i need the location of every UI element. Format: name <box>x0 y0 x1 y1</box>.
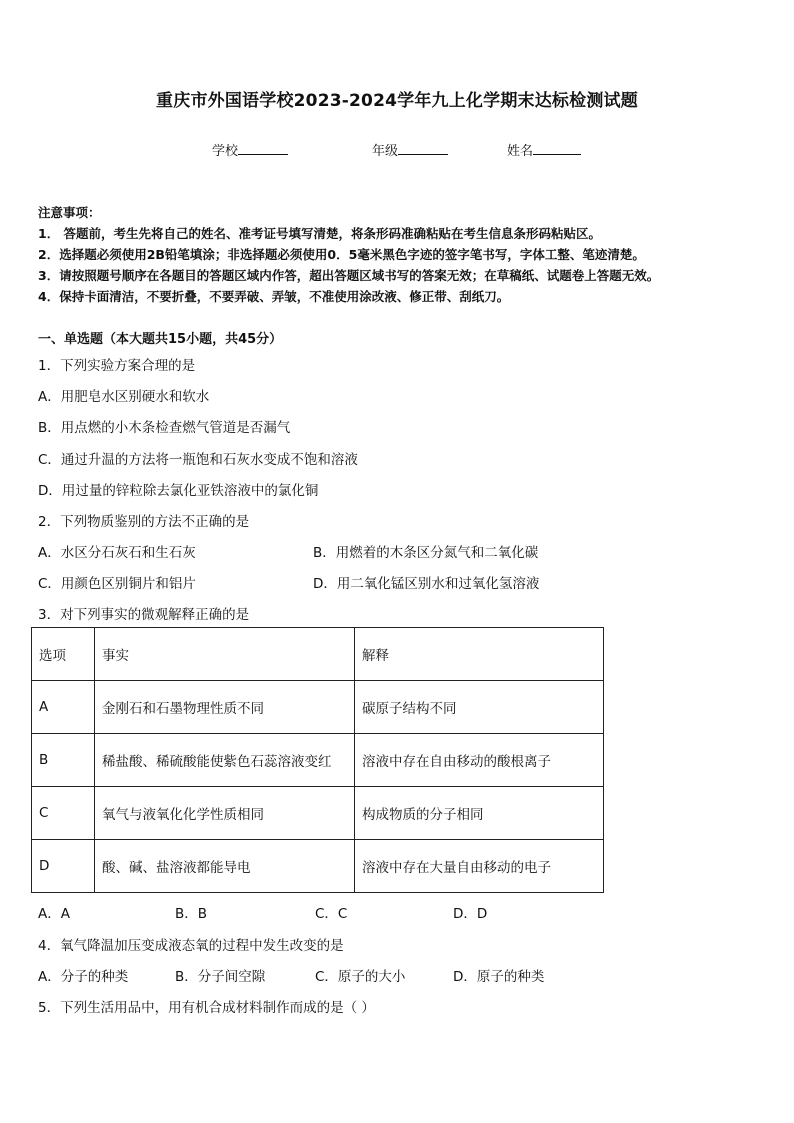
table-cell: D <box>32 840 95 893</box>
note-item: 1． 答题前，考生先将自己的姓名、准考证号填写清楚，将条形码准确粘贴在考生信息条形码粘贴区。 <box>38 226 602 241</box>
q4-stem: 4．氧气降温加压变成液态氧的过程中发生改变的是 <box>38 938 344 954</box>
q1-stem: 1．下列实验方案合理的是 <box>38 358 196 374</box>
grade-blank <box>398 140 448 155</box>
q2-option-a: A．水区分石灰石和生石灰 <box>38 545 196 561</box>
notes-heading: 注意事项： <box>38 205 101 220</box>
q1-option-d: D．用过量的锌粒除去氯化亚铁溶液中的氯化铜 <box>38 483 319 499</box>
table-row <box>32 681 604 734</box>
table-cell: 稀盐酸、稀硫酸能使紫色石蕊溶液变红 <box>95 734 355 787</box>
table-row <box>32 787 604 840</box>
table-cell: 酸、碱、盐溶液都能导电 <box>95 840 355 893</box>
q3-table <box>31 627 604 893</box>
school-label: 学校 <box>212 144 239 159</box>
table-cell: A <box>32 681 95 734</box>
table-cell: 碳原子结构不同 <box>355 681 604 734</box>
header-cell: 事实 <box>95 628 355 681</box>
q1-option-c: C．通过升温的方法将一瓶饱和石灰水变成不饱和溶液 <box>38 452 358 468</box>
table-cell: C <box>32 787 95 840</box>
q1-option-b: B．用点燃的小木条检查燃气管道是否漏气 <box>38 420 291 436</box>
name-blank <box>533 140 581 155</box>
table-row <box>32 840 604 893</box>
q3-option-c: C．C <box>315 906 348 922</box>
q2-option-d: D．用二氧化锰区别水和过氧化氢溶液 <box>313 576 540 592</box>
note-item: 4．保持卡面清洁，不要折叠，不要弄破、弄皱，不准使用涂改液、修正带、刮纸刀。 <box>38 289 510 304</box>
exam-title: 重庆市外国语学校2023-2024学年九上化学期末达标检测试题 <box>156 91 638 111</box>
q2-stem: 2．下列物质鉴别的方法不正确的是 <box>38 514 250 530</box>
q4-option-d: D．原子的种类 <box>453 969 545 985</box>
table-header-row <box>32 628 604 681</box>
table-row <box>32 734 604 787</box>
q2-option-b: B．用燃着的木条区分氮气和二氧化碳 <box>313 545 539 561</box>
name-label: 姓名 <box>507 144 534 159</box>
table-cell: B <box>32 734 95 787</box>
q3-option-b: B．B <box>175 906 208 922</box>
note-item: 2．选择题必须使用2B铅笔填涂；非选择题必须使用0．5毫米黑色字迹的签字笔书写，字体工整、笔迹清楚。 <box>38 247 645 262</box>
q3-stem: 3．对下列事实的微观解释正确的是 <box>38 607 250 623</box>
table-cell: 溶液中存在自由移动的酸根离子 <box>355 734 604 787</box>
grade-label: 年级 <box>372 144 399 159</box>
grade-field <box>372 140 448 159</box>
q5-stem: 5．下列生活用品中，用有机合成材料制作而成的是（ ） <box>38 1000 375 1016</box>
table-cell: 构成物质的分子相同 <box>355 787 604 840</box>
school-field <box>212 140 288 159</box>
table-cell: 氧气与液氧化化学性质相同 <box>95 787 355 840</box>
q3-option-d: D．D <box>453 906 488 922</box>
note-item: 3．请按照题号顺序在各题目的答题区域内作答，超出答题区域书写的答案无效；在草稿纸、试题卷上答题无效。 <box>38 268 660 283</box>
table-cell: 金刚石和石墨物理性质不同 <box>95 681 355 734</box>
header-cell: 选项 <box>32 628 95 681</box>
q4-option-b: B．分子间空隙 <box>175 969 266 985</box>
school-blank <box>238 140 288 155</box>
table-cell: 溶液中存在大量自由移动的电子 <box>355 840 604 893</box>
name-field <box>507 140 581 159</box>
q1-option-a: A．用肥皂水区别硬水和软水 <box>38 389 210 405</box>
q3-option-a: A．A <box>38 906 70 922</box>
q2-option-c: C．用颜色区别铜片和铝片 <box>38 576 196 592</box>
header-cell: 解释 <box>355 628 604 681</box>
q4-option-c: C．原子的大小 <box>315 969 406 985</box>
q4-option-a: A．分子的种类 <box>38 969 129 985</box>
section-title: 一、单选题（本大题共15小题，共45分） <box>38 332 283 347</box>
